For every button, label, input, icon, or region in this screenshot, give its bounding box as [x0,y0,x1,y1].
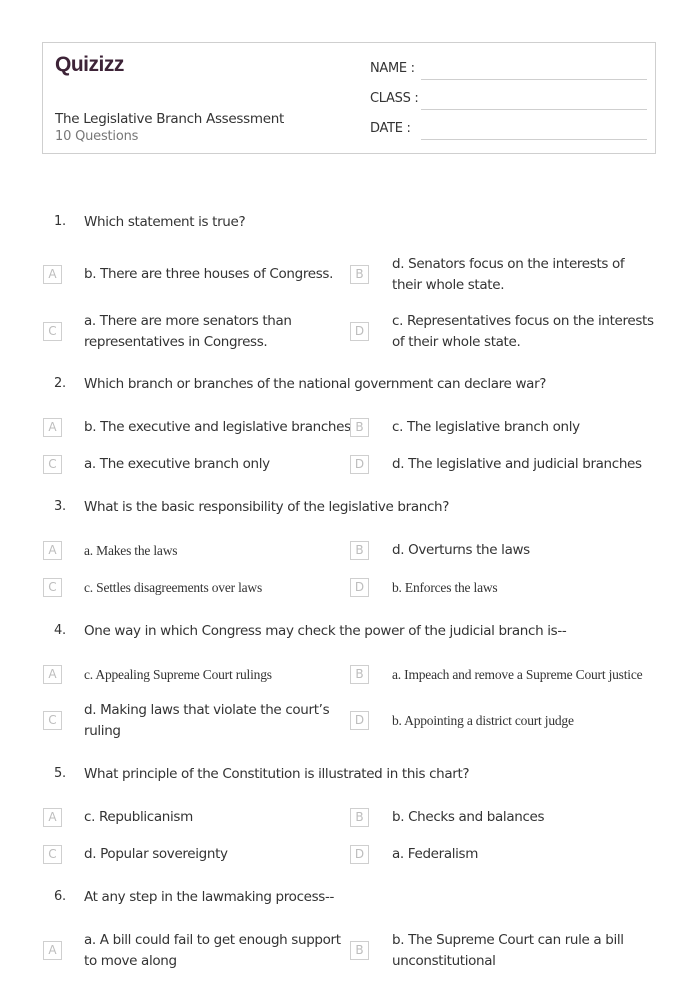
option-b-text: a. Impeach and remove a Supreme Court justice [392,667,643,682]
option-a-text: c. Appealing Supreme Court rulings [84,667,272,682]
option-c-box[interactable]: C [43,845,62,864]
option-d-box[interactable]: D [350,711,369,730]
worksheet-title: The Legislative Branch Assessment [55,111,284,127]
date-label: DATE : [370,121,411,136]
date-field[interactable] [421,139,647,140]
name-label: NAME : [370,61,415,76]
option-a-box[interactable]: A [43,808,62,827]
question-number: 4. [54,623,66,638]
option-b-box[interactable]: B [350,808,369,827]
option-b-box[interactable]: B [350,541,369,560]
option-b-box[interactable]: B [350,265,369,284]
option-a-text: b. There are three houses of Congress. [84,266,334,282]
option-a-box[interactable]: A [43,941,62,960]
option-d-box[interactable]: D [350,455,369,474]
question-text: What is the basic responsibility of the legislative branch? [84,499,450,515]
question-text: Which branch or branches of the national government can declare war? [84,376,547,392]
question-count: 10 Questions [55,129,139,144]
option-d-text: d. The legislative and judicial branches [392,456,642,472]
option-a-text: a. Makes the laws [84,543,178,558]
option-c-box[interactable]: C [43,455,62,474]
option-c-text: d. Making laws that violate the court’s ruling [84,702,330,739]
option-b-text: c. The legislative branch only [392,419,580,435]
option-c-box[interactable]: C [43,578,62,597]
question-number: 5. [54,766,66,781]
option-c-box[interactable]: C [43,711,62,730]
question-text: Which statement is true? [84,214,246,230]
option-c-text: a. There are more senators than representatives in Congress. [84,313,292,350]
option-a-text: b. The executive and legislative branches [84,419,351,435]
option-d-box[interactable]: D [350,578,369,597]
option-a-text: c. Republicanism [84,809,193,825]
option-c-box[interactable]: C [43,322,62,341]
quizizz-logo: Quizizz [55,53,124,76]
option-d-text: b. Enforces the laws [392,580,498,595]
option-d-box[interactable]: D [350,322,369,341]
question-number: 6. [54,889,66,904]
question-text: One way in which Congress may check the power of the judicial branch is-- [84,623,567,639]
option-b-text: b. The Supreme Court can rule a bill unconstitutional [392,932,624,969]
option-c-text: d. Popular sovereignty [84,846,228,862]
class-field[interactable] [421,109,647,110]
option-a-box[interactable]: A [43,418,62,437]
question-text: What principle of the Constitution is illustrated in this chart? [84,766,470,782]
option-b-text: d. Senators focus on the interests of their whole state. [392,256,625,293]
option-d-text: c. Representatives focus on the interests of their whole state. [392,313,654,350]
question-number: 1. [54,214,66,229]
option-d-text: a. Federalism [392,846,479,862]
option-a-box[interactable]: A [43,541,62,560]
option-a-text: a. A bill could fail to get enough support to move along [84,932,341,969]
question-text: At any step in the lawmaking process-- [84,889,335,905]
worksheet-header [42,42,656,154]
option-b-box[interactable]: B [350,665,369,684]
question-number: 3. [54,499,66,514]
option-b-text: b. Checks and balances [392,809,545,825]
option-b-box[interactable]: B [350,418,369,437]
option-b-text: d. Overturns the laws [392,542,530,558]
option-a-box[interactable]: A [43,665,62,684]
option-c-text: c. Settles disagreements over laws [84,580,263,595]
option-c-text: a. The executive branch only [84,456,270,472]
question-number: 2. [54,376,66,391]
option-d-text: b. Appointing a district court judge [392,713,574,728]
option-d-box[interactable]: D [350,845,369,864]
class-label: CLASS : [370,91,419,106]
name-field[interactable] [421,79,647,80]
option-a-box[interactable]: A [43,265,62,284]
option-b-box[interactable]: B [350,941,369,960]
